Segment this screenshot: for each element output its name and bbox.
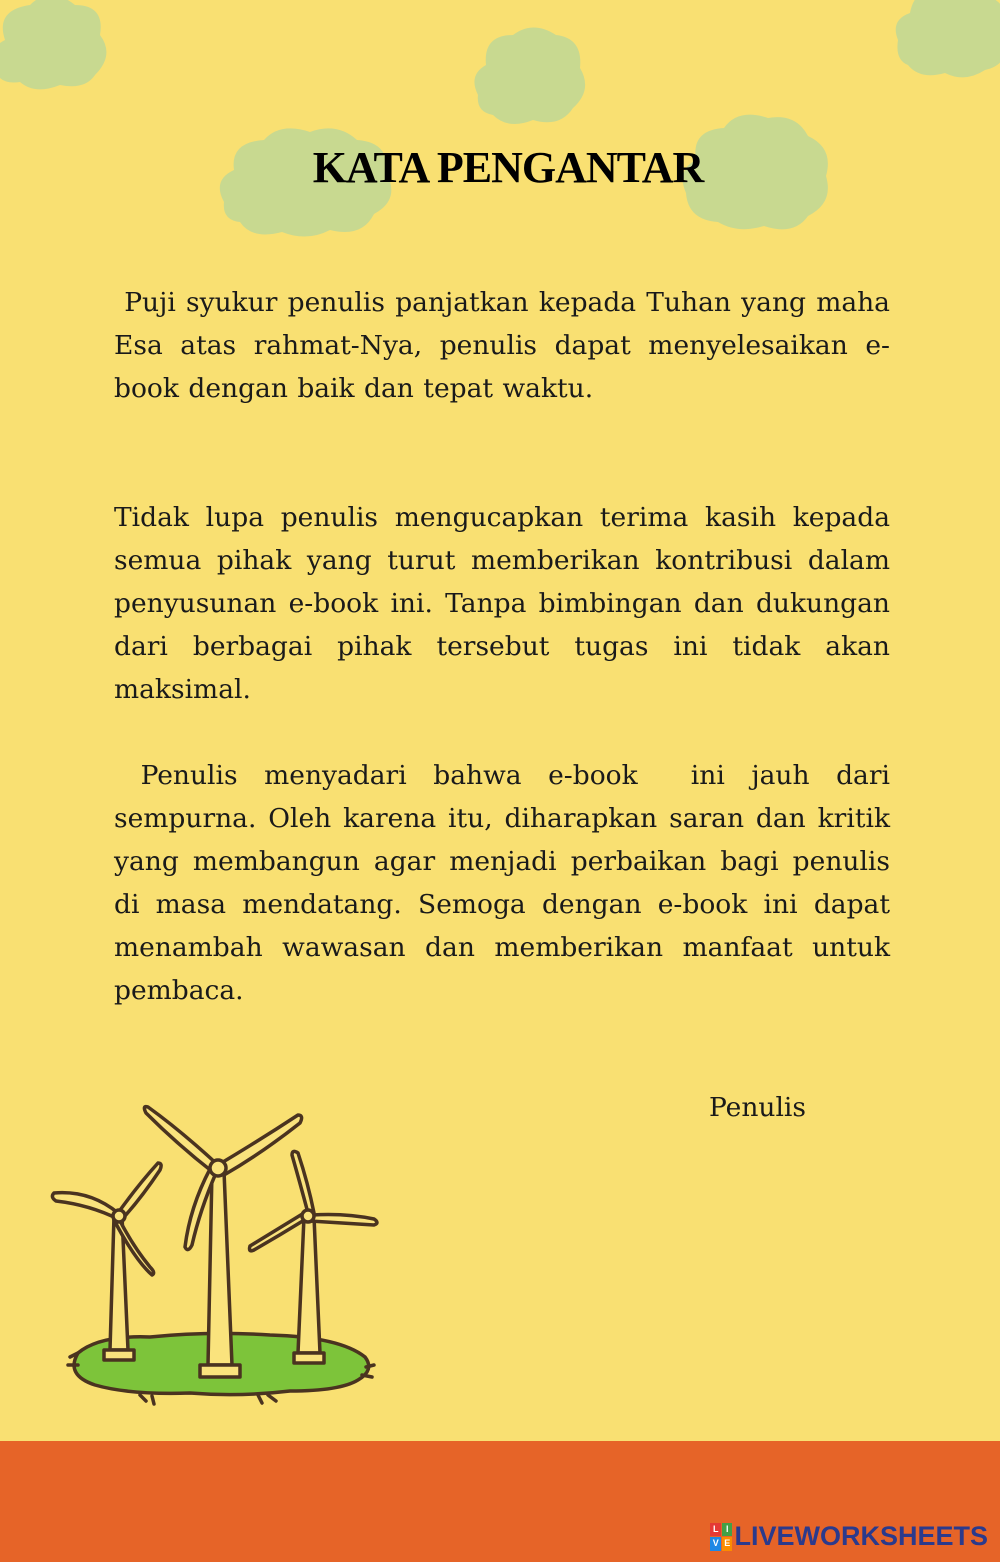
footer-bar <box>0 1441 1000 1562</box>
cloud-top-left <box>0 0 115 95</box>
liveworksheets-brand[interactable] <box>710 1521 988 1552</box>
logo-letter-l: L <box>710 1523 721 1537</box>
logo-letter-v: V <box>710 1537 721 1551</box>
cloud-top-right <box>890 0 1000 80</box>
logo-letter-e: E <box>722 1537 733 1551</box>
wind-turbines-icon <box>40 1095 385 1415</box>
page-title: KATA PENGANTAR <box>312 143 704 192</box>
signature: Penulis <box>709 1092 807 1123</box>
intro-paragraph-3: Penulis menyadari bahwa e-book ini jauh dari sempurna. Oleh karena itu, diharapkan saran dan kritik yang membangun agar menjadi perbaikan bagi penulis di masa mendatang. Semoga dengan e-book ini dapat menambah wawasan dan memberikan manfaat untuk pembaca. <box>114 760 900 1006</box>
brand-text: LIVEWORKSHEETS <box>734 1521 988 1551</box>
logo-letter-i: I <box>722 1523 733 1537</box>
intro-paragraph-2: Tidak lupa penulis mengucapkan terima kasih kepada semua pihak yang turut memberikan kontribusi dalam penyusunan e-book ini. Tanpa bimbingan dan dukungan dari berbagai pihak tersebut tugas ini tidak akan maksimal. <box>114 502 909 705</box>
intro-paragraph-1: Puji syukur penulis panjatkan kepada Tuhan yang maha Esa atas rahmat-Nya, penulis dapat menyelesaikan e-book dengan baik dan tepat waktu. <box>114 287 900 404</box>
liveworksheets-logo-icon <box>710 1523 732 1551</box>
cloud-top-middle <box>468 20 593 130</box>
